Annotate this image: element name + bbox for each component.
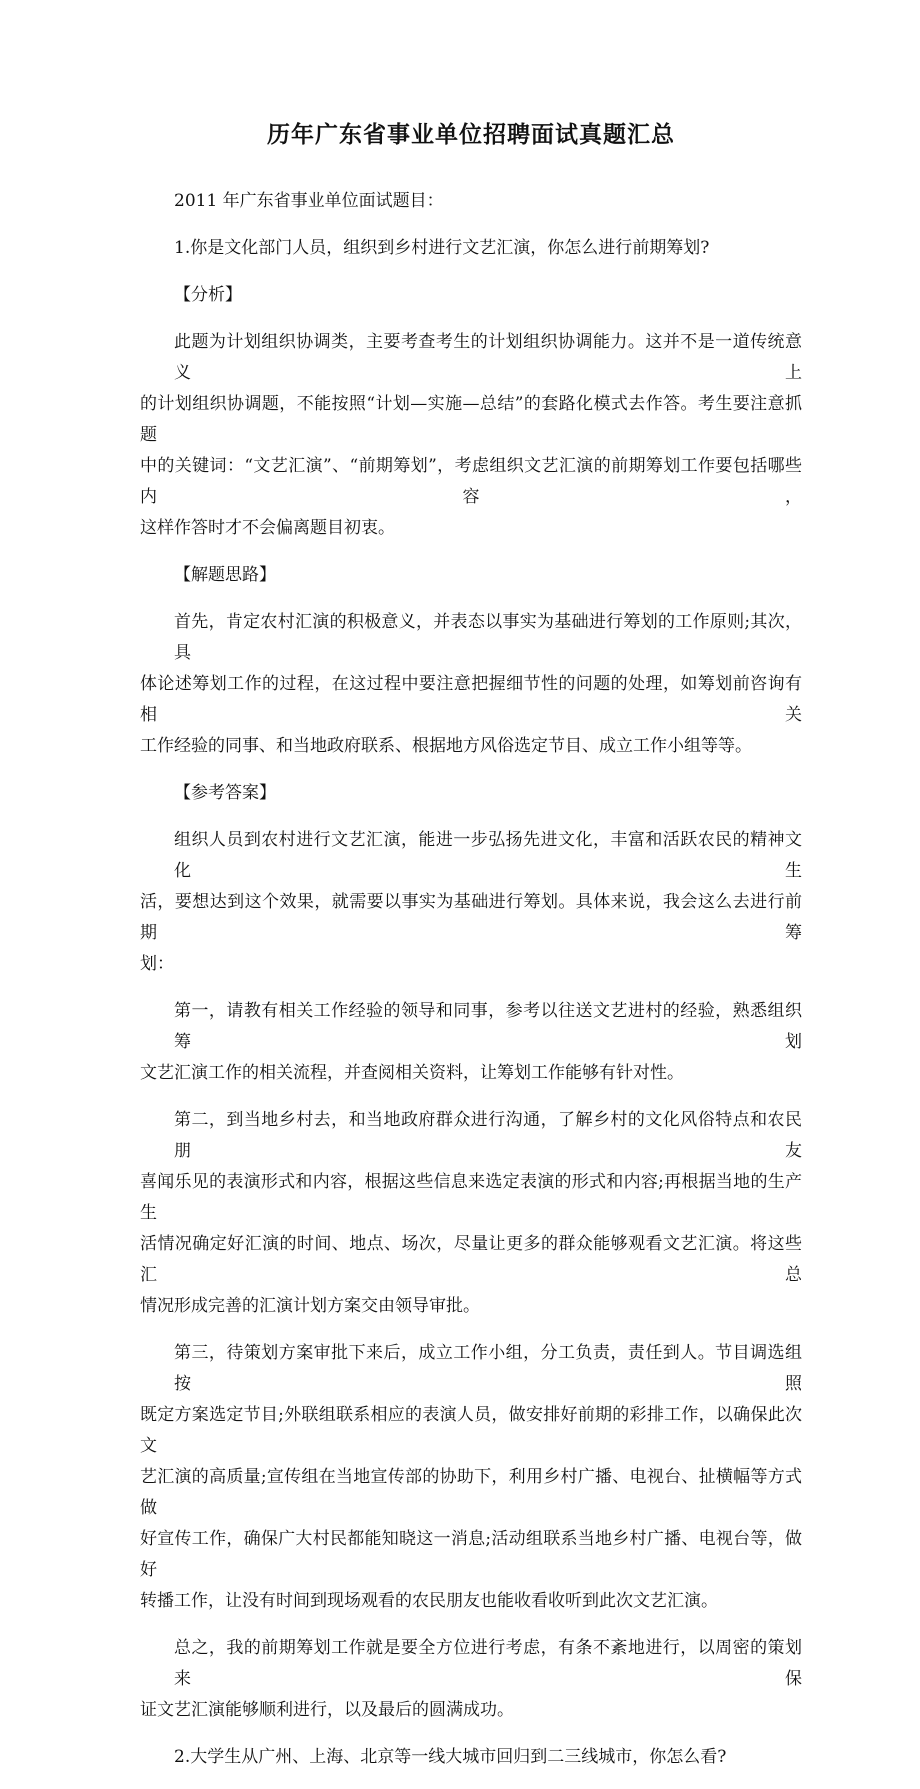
text-line: 2.大学生从广州、上海、北京等一线大城市回归到二三线城市，你怎么看? bbox=[174, 1747, 727, 1767]
text-line: 文艺汇演工作的相关流程，并查阅相关资料，让筹划工作能够有针对性。 bbox=[140, 1063, 684, 1083]
text-line: 情况形成完善的汇演计划方案交由领导审批。 bbox=[140, 1296, 480, 1316]
text-line: 【分析】 bbox=[174, 285, 242, 305]
text-line: 这样作答时才不会偏离题目初衷。 bbox=[140, 518, 395, 538]
text-line: 【参考答案】 bbox=[174, 783, 276, 803]
text-line: 证文艺汇演能够顺利进行，以及最后的圆满成功。 bbox=[140, 1700, 514, 1720]
text-line: 此题为计划组织协调类，主要考查考生的计划组织协调能力。这并不是一道传统意义上 bbox=[174, 332, 802, 383]
text-line: 艺汇演的高质量;宣传组在当地宣传部的协助下，利用乡村广播、电视台、扯横幅等方式做 bbox=[140, 1467, 802, 1518]
text-line: 工作经验的同事、和当地政府联系、根据地方风俗选定节目、成立工作小组等等。 bbox=[140, 736, 752, 756]
paragraph bbox=[140, 186, 802, 217]
text-line: 第三，待策划方案审批下来后，成立工作小组，分工负责，责任到人。节目调选组按照 bbox=[174, 1343, 802, 1394]
text-line: 活情况确定好汇演的时间、地点、场次，尽量让更多的群众能够观看文艺汇演。将这些汇总 bbox=[140, 1234, 802, 1285]
paragraph bbox=[140, 1742, 802, 1773]
text-line: 中的关键词：“文艺汇演”、“前期筹划”，考虑组织文艺汇演的前期筹划工作要包括哪些内容， bbox=[140, 456, 802, 507]
paragraph bbox=[140, 1105, 802, 1322]
paragraph bbox=[140, 778, 802, 809]
text-line: 划： bbox=[140, 954, 174, 974]
paragraph bbox=[140, 327, 802, 544]
text-line: 第二，到当地乡村去，和当地政府群众进行沟通，了解乡村的文化风俗特点和农民朋友 bbox=[174, 1110, 802, 1161]
text-line: 好宣传工作，确保广大村民都能知晓这一消息;活动组联系当地乡村广播、电视台等，做好 bbox=[140, 1529, 802, 1580]
text-line: 首先，肯定农村汇演的积极意义，并表态以事实为基础进行筹划的工作原则;其次，具 bbox=[174, 612, 802, 663]
paragraph bbox=[140, 233, 802, 264]
text-line: 既定方案选定节目;外联组联系相应的表演人员，做安排好前期的彩排工作，以确保此次文 bbox=[140, 1405, 802, 1456]
text-line: 2011 年广东省事业单位面试题目： bbox=[174, 191, 444, 211]
paragraph bbox=[140, 280, 802, 311]
document-body bbox=[140, 186, 802, 1773]
document-page bbox=[140, 118, 802, 1789]
paragraph bbox=[140, 996, 802, 1089]
text-line: 总之，我的前期筹划工作就是要全方位进行考虑，有条不紊地进行，以周密的策划来保 bbox=[174, 1638, 802, 1689]
document-title: 历年广东省事业单位招聘面试真题汇总 bbox=[267, 121, 675, 148]
text-line: 1.你是文化部门人员，组织到乡村进行文艺汇演，你怎么进行前期筹划? bbox=[174, 238, 710, 258]
text-line: 【解题思路】 bbox=[174, 565, 276, 585]
text-line: 喜闻乐见的表演形式和内容，根据这些信息来选定表演的形式和内容;再根据当地的生产生 bbox=[140, 1172, 802, 1223]
text-line: 的计划组织协调题，不能按照“计划—实施—总结”的套路化模式去作答。考生要注意抓题 bbox=[140, 394, 802, 445]
paragraph bbox=[140, 607, 802, 762]
paragraph bbox=[140, 825, 802, 980]
text-line: 活，要想达到这个效果，就需要以事实为基础进行筹划。具体来说，我会这么去进行前期筹 bbox=[140, 892, 802, 943]
text-line: 体论述筹划工作的过程，在这过程中要注意把握细节性的问题的处理，如筹划前咨询有相关 bbox=[140, 674, 802, 725]
text-line: 第一，请教有相关工作经验的领导和同事，参考以往送文艺进村的经验，熟悉组织筹划 bbox=[174, 1001, 802, 1052]
paragraph bbox=[140, 560, 802, 591]
text-line: 组织人员到农村进行文艺汇演，能进一步弘扬先进文化，丰富和活跃农民的精神文化生 bbox=[174, 830, 802, 881]
paragraph bbox=[140, 1633, 802, 1726]
text-line: 转播工作，让没有时间到现场观看的农民朋友也能收看收听到此次文艺汇演。 bbox=[140, 1591, 718, 1611]
paragraph bbox=[140, 1338, 802, 1617]
